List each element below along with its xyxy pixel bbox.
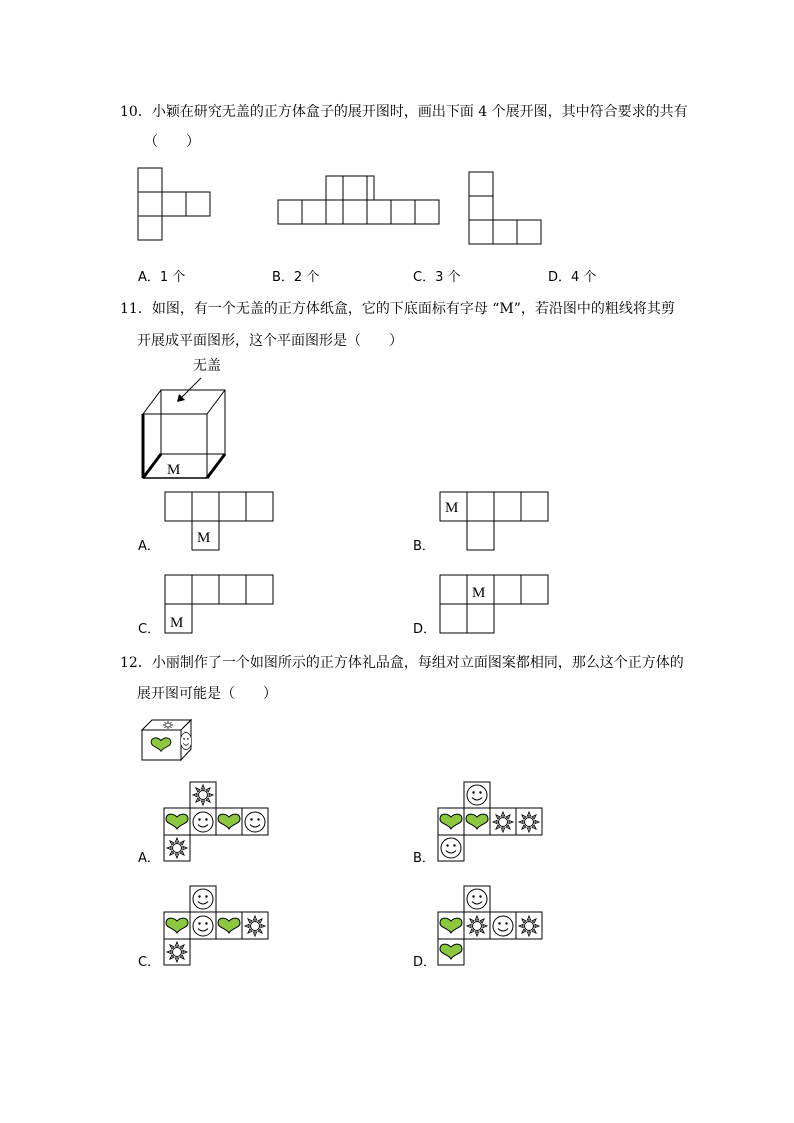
q11-net-c [164,574,274,636]
sun-icon [467,916,487,936]
smiley-icon [467,785,487,805]
q12-net-b [436,781,548,865]
q11-text-line2: 开展成平面图形，这个平面图形是（ ） [137,333,403,349]
smiley-icon [245,812,265,832]
q12-option-a[interactable]: A． [138,851,160,866]
q12-option-d[interactable]: D． [413,955,437,970]
q10-nets-figure [130,160,550,255]
sun-icon [493,812,513,832]
q12-option-b[interactable]: B． [413,851,435,866]
smiley-icon [193,916,213,936]
smiley-icon [181,733,192,750]
q11-option-b[interactable]: B． [413,539,435,554]
q10-net-1 [138,168,210,240]
box-bottom-letter: M [167,462,181,478]
sun-icon [167,838,187,858]
q10-option-a[interactable]: A．1 个 [138,270,186,285]
sun-icon [193,785,213,805]
q12-net-d [436,885,548,969]
sun-icon [163,721,173,729]
sun-icon [167,942,187,962]
q11-net-a [164,491,274,551]
svg-text:M: M [197,530,211,546]
q11-option-a[interactable]: A． [138,539,160,554]
q11-option-d[interactable]: D． [413,622,437,637]
q10-text-line2: （ ） [144,134,200,150]
open-top-label: 无盖 [193,358,221,374]
q12-net-c [162,885,272,969]
svg-text:M: M [170,615,184,631]
q11-option-c[interactable]: C． [138,622,161,637]
q12-net-a [162,781,272,865]
gift-box-figure [140,718,195,763]
q10-option-d[interactable]: D．4 个 [548,270,597,285]
sun-icon [519,916,539,936]
smiley-icon [441,838,461,858]
smiley-icon [193,889,213,909]
q10-net-3 [343,176,439,224]
open-box-figure [135,368,235,483]
svg-text:M: M [445,500,459,516]
q10-option-c[interactable]: C．3 个 [413,270,461,285]
q12-text-line1: 12．小丽制作了一个如图所示的正方体礼品盒，每组对立面图案都相同，那么这个正方体的 [120,655,684,671]
smiley-icon [193,812,213,832]
smiley-icon [493,916,513,936]
q10-option-b[interactable]: B．2 个 [272,270,320,285]
q12-option-c[interactable]: C． [138,955,161,970]
q11-text-line1: 11．如图，有一个无盖的正方体纸盒，它的下底面标有字母 “M”，若沿图中的粗线将其剪 [120,301,675,317]
q10-text-line1: 10．小颖在研究无盖的正方体盒子的展开图时，画出下面 4 个展开图，其中符合要求的共有 [120,104,688,120]
q11-net-d [439,574,549,636]
q11-net-b [439,491,549,553]
sun-icon [245,916,265,936]
smiley-icon [467,889,487,909]
q10-net-4 [469,172,541,244]
svg-text:M: M [472,585,486,601]
sun-icon [519,812,539,832]
q12-text-line2: 展开图可能是（ ） [137,686,277,702]
